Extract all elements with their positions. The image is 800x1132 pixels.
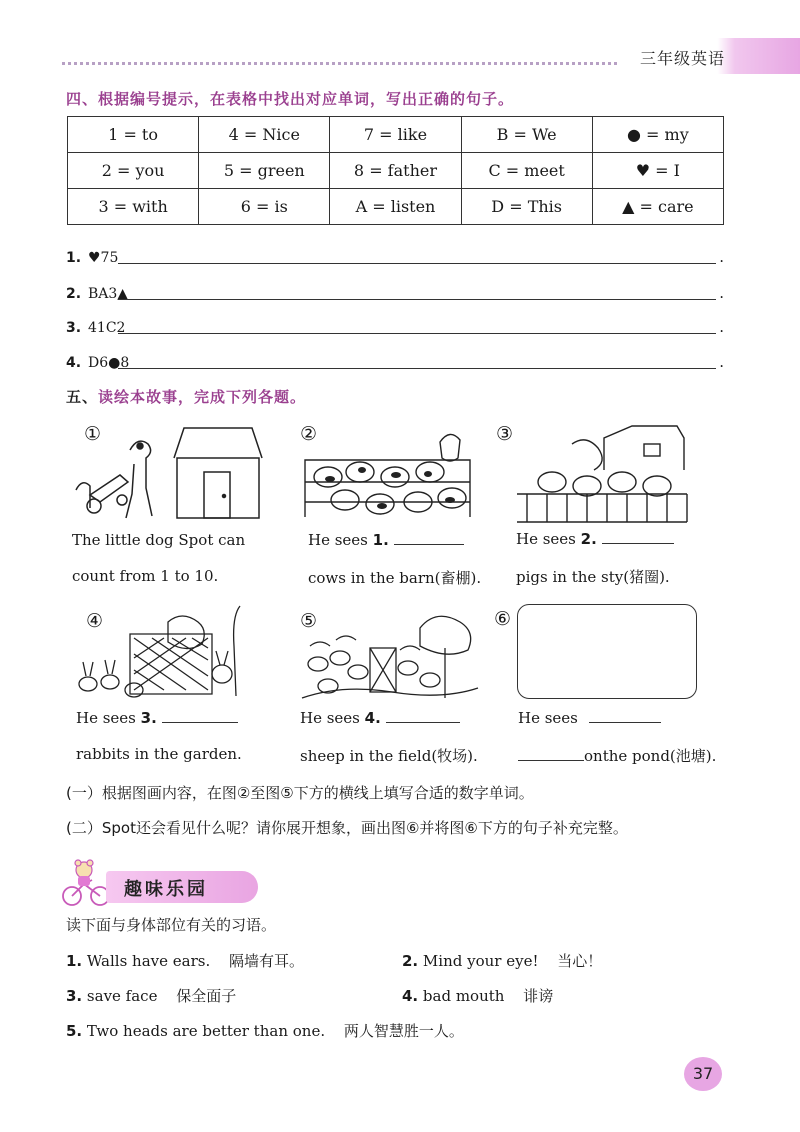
idiom-english: Mind your eye! (422, 952, 539, 970)
answer-blank[interactable] (118, 263, 716, 264)
story-1-line2: count from 1 to 10. (72, 567, 219, 585)
drawing-box[interactable] (517, 604, 697, 699)
end-dot: . (719, 248, 724, 266)
answer-blank[interactable] (518, 760, 584, 761)
table-cell: ● = my (592, 117, 723, 153)
blank-number: 2. (580, 530, 597, 548)
answer-line-2[interactable] (66, 280, 726, 304)
story-6-line1 (518, 709, 661, 727)
picture-label-5: ⑤ (300, 610, 318, 632)
sentence-prefix: He sees (308, 531, 368, 549)
section4-title-text: 根据编号提示，在表格中找出对应单词，写出正确的句子。 (98, 90, 515, 108)
idiom-chinese: 保全面子 (176, 987, 237, 1005)
answer-blank[interactable] (118, 299, 716, 300)
answer-blank[interactable] (589, 722, 661, 723)
picture-label-2: ② (300, 423, 318, 445)
sentence-prefix: He sees (516, 530, 576, 548)
idiom-english: save face (86, 987, 158, 1005)
section5-title (66, 386, 306, 407)
idiom-number: 3. (66, 987, 83, 1005)
answer-blank[interactable] (162, 722, 238, 723)
answer-line-4[interactable] (66, 349, 726, 373)
bear-on-bike-icon (62, 858, 110, 908)
story-5-line1 (300, 709, 460, 727)
table-cell: 3 = with (68, 189, 199, 225)
idiom-item-4 (402, 985, 553, 1006)
grade-label: 三年级英语 (640, 49, 726, 68)
blank-number: 4. (364, 709, 381, 727)
picture-label-1: ① (84, 423, 102, 445)
table-cell: ♥ = I (592, 153, 723, 189)
table-cell: 1 = to (68, 117, 199, 153)
idiom-item-2 (402, 950, 602, 971)
picture-label-6: ⑥ (494, 608, 512, 630)
section5-title-text: 读绘本故事，完成下列各题。 (98, 388, 307, 406)
rabbits-in-garden-illustration (72, 604, 262, 704)
table-cell: ▲ = care (592, 189, 723, 225)
answer-blank[interactable] (118, 333, 716, 334)
table-cell: B = We (461, 117, 592, 153)
table-cell: 6 = is (199, 189, 330, 225)
blank-number: 3. (140, 709, 157, 727)
story-2-line1 (308, 531, 464, 549)
table-cell: 5 = green (199, 153, 330, 189)
story-4-line1 (76, 709, 238, 727)
question-code: 41C2 (88, 320, 126, 336)
idiom-chinese: 隔墙有耳。 (229, 952, 305, 970)
idiom-item-1 (66, 950, 304, 971)
question-number: 1. (66, 250, 82, 266)
idiom-number: 2. (402, 952, 419, 970)
question-code: BA3▲ (88, 286, 129, 302)
question-number: 3. (66, 320, 82, 336)
story-6-line2 (518, 745, 716, 766)
picture-label-4: ④ (86, 610, 104, 632)
section5-number: 五、 (66, 388, 99, 406)
section4-title (66, 88, 514, 109)
idiom-chinese: 当心！ (557, 952, 603, 970)
sentence-prefix: He sees (76, 709, 136, 727)
answer-blank[interactable] (118, 368, 716, 369)
fun-title: 趣味乐园 (124, 879, 208, 900)
idiom-number: 5. (66, 1022, 83, 1040)
story-4-line2: rabbits in the garden. (76, 745, 242, 763)
table-cell: 7 = like (330, 117, 461, 153)
idiom-english: bad mouth (422, 987, 505, 1005)
end-dot: . (719, 284, 724, 302)
answer-blank[interactable] (394, 544, 464, 545)
picture-label-3: ③ (496, 423, 514, 445)
table-cell: A = listen (330, 189, 461, 225)
idiom-chinese: 两人智慧胜一人。 (343, 1022, 464, 1040)
story-2-line2: cows in the barn(畜棚). (308, 569, 482, 587)
question-code: ♥75 (88, 250, 119, 266)
table-row (68, 153, 724, 189)
end-dot: . (719, 318, 724, 336)
sentence-suffix: onthe pond(池塘). (584, 747, 717, 765)
table-cell: D = This (461, 189, 592, 225)
idiom-number: 1. (66, 952, 83, 970)
end-dot: . (719, 353, 724, 371)
story-3-line1 (516, 530, 674, 548)
answer-blank[interactable] (602, 543, 674, 544)
task-two: (二）Spot还会看见什么呢？请你展开想象，画出图⑥并将图⑥下方的句子补充完整。 (66, 819, 628, 837)
idiom-english: Walls have ears. (86, 952, 211, 970)
page-number: 37 (684, 1057, 722, 1091)
story-1-line1: The little dog Spot can (72, 531, 246, 549)
sentence-prefix: He sees (300, 709, 360, 727)
idiom-number: 4. (402, 987, 419, 1005)
task-one: (一）根据图画内容，在图②至图⑤下方的横线上填写合适的数字单词。 (66, 784, 534, 802)
story-3-line2: pigs in the sty(猪圈). (516, 568, 670, 586)
story-5-line2: sheep in the field(牧场). (300, 747, 478, 765)
cows-in-barn-illustration (300, 422, 475, 522)
section4-number: 四、 (66, 90, 99, 108)
question-number: 2. (66, 286, 82, 302)
sheep-in-field-illustration (300, 608, 480, 706)
idiom-item-5 (66, 1020, 464, 1041)
idiom-english: Two heads are better than one. (86, 1022, 326, 1040)
dog-and-house-illustration (70, 420, 270, 520)
header-dotted-rule (62, 62, 617, 65)
table-cell: 8 = father (330, 153, 461, 189)
question-number: 4. (66, 355, 82, 371)
table-cell: C = meet (461, 153, 592, 189)
table-cell: 4 = Nice (199, 117, 330, 153)
answer-blank[interactable] (386, 722, 460, 723)
question-code: D6●8 (88, 355, 130, 371)
pigs-in-sty-illustration (512, 424, 692, 524)
sentence-prefix: He sees (518, 709, 578, 727)
table-row (68, 189, 724, 225)
idiom-item-3 (66, 985, 236, 1006)
table-cell: 2 = you (68, 153, 199, 189)
idiom-chinese: 诽谤 (523, 987, 554, 1005)
table-row (68, 117, 724, 153)
answer-line-1[interactable] (66, 244, 726, 268)
idiom-intro: 读下面与身体部位有关的习语。 (66, 916, 277, 934)
answer-line-3[interactable] (66, 314, 726, 338)
code-table (67, 116, 724, 225)
blank-number: 1. (372, 531, 389, 549)
